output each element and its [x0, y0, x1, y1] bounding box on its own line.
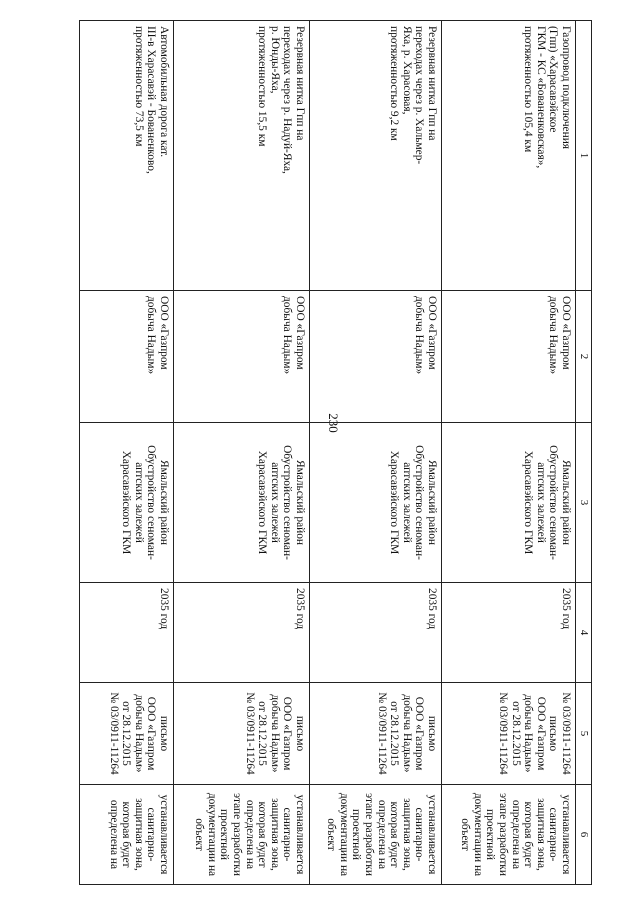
year-cell	[310, 583, 442, 683]
table-row	[442, 21, 576, 885]
table-row	[80, 21, 174, 885]
location-cell	[80, 423, 174, 583]
note-cell	[442, 785, 576, 885]
text-line: которая будет	[388, 801, 401, 868]
text-line: ООО «Газпром	[413, 696, 426, 771]
text-line: 2035 год	[560, 588, 572, 630]
text-line: ООО «Газпром	[158, 296, 170, 370]
text-line: № 03/0911-11264	[560, 692, 572, 775]
text-line: Резервная нитка Гпп на	[294, 26, 306, 141]
header-cell-6: 6	[576, 785, 592, 885]
note-cell	[80, 785, 174, 885]
text-line: Харасавэйского ГКМ	[388, 450, 401, 555]
text-line: письмо	[294, 715, 306, 752]
object-name-cell	[442, 21, 576, 291]
text-line: (Гпп) «Харасавэйское	[547, 26, 560, 133]
text-line: аптских залежей	[400, 462, 413, 543]
text-line: ООО «Газпром	[145, 696, 158, 771]
header-row	[576, 21, 592, 885]
document-cell	[174, 683, 310, 785]
text-line: Резервная нитка Гпп на	[426, 26, 438, 141]
text-line: Автомобильная дорога кат.	[158, 26, 170, 158]
text-line: санитарно-	[145, 807, 158, 862]
text-line: протяженностью 15,5 км	[256, 26, 269, 147]
text-line: проектной	[350, 809, 363, 860]
text-line: Ямальский район	[158, 459, 170, 546]
text-line: устанавливается	[158, 794, 170, 875]
document-cell	[310, 683, 442, 785]
text-line: санитарно-	[413, 807, 426, 862]
object-name-cell	[80, 21, 174, 291]
object-name-cell	[310, 21, 442, 291]
document-cell	[80, 683, 174, 785]
text-line: добыча Надым»	[145, 296, 158, 375]
text-line: документации на	[205, 792, 218, 877]
text-line: объект	[193, 818, 206, 851]
text-line: Харасавэйского ГКМ	[522, 450, 535, 555]
header-cell-1: 1	[576, 21, 592, 291]
text-line: ООО «Газпром	[560, 296, 572, 370]
text-line: объект	[325, 818, 338, 851]
text-line: Ямальский район	[426, 459, 438, 546]
text-line: Харасавэйского ГКМ	[256, 450, 269, 555]
text-line: защитная зона,	[400, 798, 413, 871]
organization-cell	[442, 291, 576, 423]
text-line: определена на	[509, 799, 522, 870]
text-line: аптских залежей	[268, 462, 281, 543]
text-line: проектной	[218, 809, 231, 860]
text-line: III-в Харасавэй - Бованенково,	[145, 26, 158, 174]
text-line: объект	[459, 818, 472, 851]
organization-cell	[310, 291, 442, 423]
text-line: № 03/0911-11264	[243, 692, 256, 775]
organization-cell	[174, 291, 310, 423]
text-line: ООО «Газпром	[534, 696, 547, 771]
rotated-page	[72, 20, 592, 884]
text-line: добыча Надым»	[413, 296, 426, 375]
text-line: от 28.12.2015	[388, 701, 401, 766]
text-line: письмо	[158, 715, 170, 752]
organization-cell	[80, 291, 174, 423]
text-line: которая будет	[256, 801, 269, 868]
text-line: добыча Надым»	[132, 694, 145, 773]
text-line: которая будет	[120, 801, 133, 868]
text-line: протяженностью 9,2 км	[388, 26, 401, 141]
text-line: р. Юнды-Яха,	[268, 26, 281, 94]
text-line: от 28.12.2015	[256, 701, 269, 766]
location-cell	[174, 423, 310, 583]
object-name-cell	[174, 21, 310, 291]
text-line: этапе разработки	[363, 793, 376, 876]
header-cell-3: 3	[576, 423, 592, 583]
text-line: 2035 год	[294, 588, 306, 630]
year-cell	[442, 583, 576, 683]
text-line: Ямальский район	[294, 459, 306, 546]
text-line: № 03/0911-11264	[497, 692, 510, 775]
text-line: аптских залежей	[132, 462, 145, 543]
text-line: Ямальский район	[560, 459, 572, 546]
table-row	[310, 21, 442, 885]
text-line: этапе разработки	[497, 793, 510, 876]
text-line: Газопровод подключения	[560, 26, 572, 150]
text-line: Обустройство сеноман-	[145, 445, 158, 560]
text-line: от 28.12.2015	[120, 701, 133, 766]
text-line: ООО «Газпром	[294, 296, 306, 370]
text-line: устанавливается	[560, 794, 572, 875]
text-line: защитная зона,	[132, 798, 145, 871]
text-line: санитарно-	[547, 807, 560, 862]
text-line: добыча Надым»	[268, 694, 281, 773]
text-line: документации на	[337, 792, 350, 877]
text-line: Обустройство сеноман-	[547, 445, 560, 560]
header-cell-4: 4	[576, 583, 592, 683]
text-line: определена на	[107, 799, 120, 870]
text-line: Харасавэйского ГКМ	[120, 450, 133, 555]
text-line: № 03/0911-11264	[107, 692, 120, 775]
text-line: Обустройство сеноман-	[413, 445, 426, 560]
note-cell	[174, 785, 310, 885]
text-line: устанавливается	[426, 794, 438, 875]
header-cell-5: 5	[576, 683, 592, 785]
text-line: протяженностью 73,5 км	[132, 26, 145, 147]
location-cell	[310, 423, 442, 583]
text-line: протяженностью 105,4 км	[522, 26, 535, 153]
objects-table	[79, 20, 592, 885]
text-line: письмо	[547, 715, 560, 752]
note-cell	[310, 785, 442, 885]
text-line: определена на	[375, 799, 388, 870]
text-line: Обустройство сеноман-	[281, 445, 294, 560]
text-line: добыча Надым»	[522, 694, 535, 773]
text-line: 2035 год	[426, 588, 438, 630]
text-line: документации на	[471, 792, 484, 877]
text-line: аптских залежей	[534, 462, 547, 543]
text-line: письмо	[426, 715, 438, 752]
header-cell-2: 2	[576, 291, 592, 423]
location-cell	[442, 423, 576, 583]
text-line: устанавливается	[294, 794, 306, 875]
page-number: 230	[326, 413, 341, 433]
text-line: ООО «Газпром	[426, 296, 438, 370]
year-cell	[174, 583, 310, 683]
text-line: ГКМ - КС «Бованенковская»,	[534, 26, 547, 169]
year-cell	[80, 583, 174, 683]
text-line: санитарно-	[281, 807, 294, 862]
text-line: определена на	[243, 799, 256, 870]
text-line: ООО «Газпром	[281, 696, 294, 771]
text-line: которая будет	[522, 801, 535, 868]
text-line: защитная зона,	[268, 798, 281, 871]
text-line: переходах через р. Надуй-Яха,	[281, 26, 294, 174]
text-line: этапе разработки	[231, 793, 244, 876]
text-line: проектной	[484, 809, 497, 860]
text-line: № 03/0911-11264	[375, 692, 388, 775]
text-line: добыча Надым»	[281, 296, 294, 375]
text-line: переходах через р. Хальмер-	[413, 26, 426, 165]
text-line: Яха, р. Харасовая,	[400, 26, 413, 115]
table-row	[174, 21, 310, 885]
text-line: добыча Надым»	[400, 694, 413, 773]
text-line: от 28.12.2015	[509, 701, 522, 766]
text-line: 2035 год	[158, 588, 170, 630]
document-cell	[442, 683, 576, 785]
text-line: добыча Надым»	[547, 296, 560, 375]
text-line: защитная зона,	[534, 798, 547, 871]
